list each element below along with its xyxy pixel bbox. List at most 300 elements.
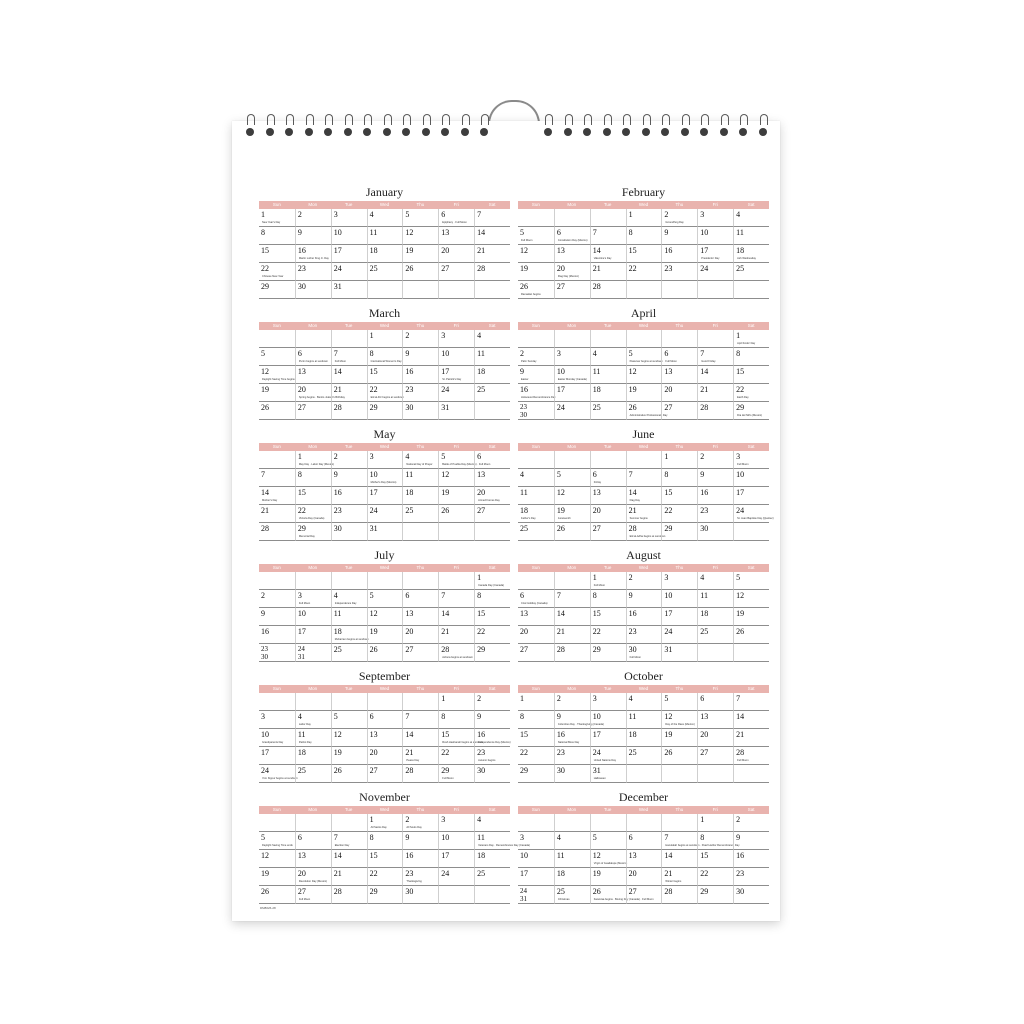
- empty-cell: [554, 330, 590, 348]
- day-cell: [402, 850, 438, 868]
- holiday-note: Summer begins: [629, 517, 648, 521]
- spiral-binding: [232, 104, 780, 140]
- day-cell: [259, 626, 295, 644]
- holiday-note: Daylight Saving Time ends: [262, 844, 293, 848]
- day-number: 18: [405, 488, 414, 497]
- day-number: 24: [664, 627, 673, 636]
- day-number: 21: [261, 506, 269, 515]
- day-cell: [626, 693, 662, 711]
- day-cell: [367, 729, 403, 747]
- holiday-note: Hanukkah begins at sundown · Pearl Harbor Remembrance Day: [665, 844, 740, 848]
- day-number: 11: [297, 730, 306, 739]
- holiday-note: Easter: [521, 378, 529, 382]
- empty-cell: [518, 572, 554, 590]
- day-number: 28: [477, 264, 486, 273]
- day-cell: [259, 832, 295, 850]
- month-july: [259, 546, 510, 662]
- day-number: 19: [664, 730, 673, 739]
- day-number: 23: [405, 385, 414, 394]
- day-cell: [554, 245, 590, 263]
- day-number: 27: [592, 524, 601, 533]
- day-cell: [697, 886, 733, 904]
- day-number: 7: [405, 712, 410, 721]
- day-number: 7: [261, 470, 265, 479]
- weekday-label: Fri: [453, 202, 459, 207]
- binding-ring: [720, 114, 729, 136]
- day-cell: [438, 505, 474, 523]
- day-cell: [626, 245, 662, 263]
- empty-cell: [733, 281, 769, 299]
- day-number: 26: [261, 403, 269, 412]
- day-number: 23: [736, 869, 745, 878]
- day-cell: [438, 366, 474, 384]
- month-title: October: [624, 669, 663, 683]
- weekday-label: Tue: [603, 565, 612, 570]
- day-cell: [733, 384, 769, 402]
- day-number: 23: [664, 264, 673, 273]
- holiday-note: Veterans Day · Remembrance Day (Canada): [478, 844, 530, 848]
- holiday-note: Full Moon: [298, 898, 311, 902]
- weekday-label: Fri: [453, 807, 459, 812]
- empty-cell: [733, 523, 769, 541]
- day-number: 9: [700, 470, 705, 479]
- day-number: 28: [592, 282, 601, 291]
- day-number: 1: [700, 815, 705, 824]
- day-cell: [259, 209, 295, 227]
- day-cell: [661, 626, 697, 644]
- day-cell: [259, 523, 295, 541]
- month-grid: [259, 572, 510, 662]
- day-cell: [697, 572, 733, 590]
- holiday-note: Ash Wednesday: [737, 257, 756, 261]
- empty-cell: [733, 765, 769, 783]
- day-cell: [295, 765, 331, 783]
- weekday-label: Wed: [379, 323, 390, 328]
- day-cell: [367, 209, 403, 227]
- day-number: 6: [664, 349, 669, 358]
- month-title: May: [373, 427, 396, 441]
- day-cell: [554, 227, 590, 245]
- day-number: 28: [556, 645, 565, 654]
- day-number: 29: [477, 645, 486, 654]
- empty-cell: [402, 693, 438, 711]
- empty-cell: [259, 814, 295, 832]
- day-number: 21: [664, 869, 673, 878]
- day-cell: [474, 765, 510, 783]
- empty-cell: [474, 886, 510, 904]
- day-cell: [697, 366, 733, 384]
- weekday-label: Wed: [638, 565, 649, 570]
- empty-cell: [626, 765, 662, 783]
- day-cell: [697, 487, 733, 505]
- empty-cell: [590, 451, 626, 469]
- day-number: 19: [441, 488, 450, 497]
- day-number: 28: [261, 524, 269, 533]
- day-number: 20: [520, 627, 528, 636]
- weekday-label: Mon: [308, 202, 318, 207]
- day-number: 19: [405, 246, 414, 255]
- day-cell: [295, 729, 331, 747]
- day-cell: [438, 487, 474, 505]
- day-number: 21: [628, 506, 637, 515]
- empty-cell: [661, 281, 697, 299]
- day-cell: [367, 384, 403, 402]
- day-cell: [474, 868, 510, 886]
- day-cell: [367, 330, 403, 348]
- day-cell: [518, 850, 554, 868]
- day-cell: [402, 263, 438, 281]
- day-cell: [259, 747, 295, 765]
- day-number: 25: [736, 264, 745, 273]
- day-cell: [331, 886, 367, 904]
- day-cell: [554, 487, 590, 505]
- day-number: 18: [477, 851, 486, 860]
- binding-ring: [564, 114, 573, 136]
- day-cell: [295, 281, 331, 299]
- weekday-label: Wed: [379, 686, 390, 691]
- day-number: 1: [261, 210, 265, 219]
- day-number: 1: [520, 694, 524, 703]
- day-number: 30: [405, 887, 414, 896]
- day-cell: [554, 505, 590, 523]
- day-number: 19: [556, 506, 565, 515]
- holiday-note: Grandparents Day: [262, 741, 284, 745]
- day-cell: [661, 693, 697, 711]
- day-number: 1: [369, 331, 374, 340]
- day-number: 10: [700, 228, 709, 237]
- day-number: 2: [405, 331, 410, 340]
- day-number: 26: [441, 506, 450, 515]
- day-number: 10: [369, 470, 378, 479]
- day-number: 7: [441, 591, 446, 600]
- empty-cell: [438, 886, 474, 904]
- weekday-label: Sat: [747, 323, 755, 328]
- day-number: 21: [441, 627, 450, 636]
- empty-cell: [438, 572, 474, 590]
- weekday-label: Sat: [747, 686, 755, 691]
- weekday-label: Sun: [272, 323, 281, 328]
- day-cell: [626, 886, 662, 904]
- day-number: 27: [664, 403, 673, 412]
- holiday-note: Martin Luther King Jr. Day: [298, 257, 329, 261]
- month-august: [518, 546, 769, 662]
- day-cell: [438, 850, 474, 868]
- day-number: 13: [405, 609, 414, 618]
- day-number: 21: [405, 748, 414, 757]
- day-cell: [590, 245, 626, 263]
- day-number: 1: [592, 573, 597, 582]
- day-number: 5: [405, 210, 410, 219]
- holiday-note: Palm Sunday: [521, 360, 537, 364]
- day-cell: [554, 608, 590, 626]
- day-number: 29: [736, 403, 745, 412]
- binding-ring: [642, 114, 651, 136]
- day-number: 27: [369, 766, 378, 775]
- day-cell: [295, 402, 331, 420]
- day-cell: [402, 505, 438, 523]
- day-cell: [367, 747, 403, 765]
- day-number: 1: [664, 452, 669, 461]
- day-number: 16: [628, 609, 637, 618]
- day-cell: [626, 850, 662, 868]
- day-cell: [402, 245, 438, 263]
- holiday-note: Juneteenth: [557, 517, 571, 521]
- day-number: 17: [261, 748, 269, 757]
- day-number: 28: [628, 524, 637, 533]
- day-cell: [367, 366, 403, 384]
- day-number: 24 31: [520, 887, 527, 903]
- day-number: 9: [261, 609, 265, 618]
- day-cell: [331, 644, 367, 662]
- day-number: 7: [664, 833, 669, 842]
- month-grid: [518, 572, 769, 662]
- day-cell: [259, 263, 295, 281]
- day-number: 23: [297, 264, 306, 273]
- weekday-label: Thu: [675, 807, 684, 812]
- day-cell: [733, 832, 769, 850]
- holiday-note: Administrative Professionals Day: [629, 414, 668, 418]
- day-number: 9: [405, 833, 410, 842]
- day-cell: [661, 366, 697, 384]
- holiday-note: Memorial Day: [298, 535, 315, 539]
- empty-cell: [331, 330, 367, 348]
- weekday-label: Thu: [675, 565, 684, 570]
- day-number: 4: [297, 712, 302, 721]
- day-number: 1: [369, 815, 374, 824]
- day-cell: [590, 608, 626, 626]
- day-cell: [474, 348, 510, 366]
- empty-cell: [626, 281, 662, 299]
- day-cell: [590, 644, 626, 662]
- day-cell: [474, 644, 510, 662]
- day-cell: [474, 832, 530, 850]
- day-cell: [661, 886, 697, 904]
- day-number: 12: [628, 367, 637, 376]
- day-cell: [733, 693, 769, 711]
- month-february: [518, 183, 769, 299]
- day-cell: [295, 487, 331, 505]
- weekday-label: Mon: [308, 807, 318, 812]
- empty-cell: [402, 572, 438, 590]
- weekday-header: [259, 201, 510, 209]
- day-cell: [661, 209, 697, 227]
- day-cell: [438, 451, 491, 469]
- day-number: 11: [556, 851, 565, 860]
- day-cell: [518, 263, 554, 281]
- day-number: 17: [592, 730, 601, 739]
- weekday-label: Sat: [488, 807, 496, 812]
- day-number: 29: [664, 524, 673, 533]
- day-number: 6: [369, 712, 374, 721]
- day-cell: [402, 330, 438, 348]
- day-number: 13: [556, 246, 565, 255]
- empty-cell: [518, 451, 554, 469]
- weekday-label: Mon: [567, 444, 577, 449]
- day-number: 16: [664, 246, 673, 255]
- day-number: 6: [520, 591, 524, 600]
- holiday-note: Full Moon: [737, 759, 749, 763]
- weekday-label: Sun: [272, 686, 281, 691]
- day-cell: [259, 729, 295, 747]
- empty-cell: [697, 644, 733, 662]
- day-number: 11: [477, 833, 485, 842]
- month-june: [518, 425, 774, 541]
- weekday-label: Mon: [308, 444, 318, 449]
- weekday-label: Mon: [308, 686, 318, 691]
- empty-cell: [661, 765, 697, 783]
- day-cell: [474, 227, 510, 245]
- day-cell: [295, 469, 331, 487]
- holiday-note: April Fools' Day: [737, 342, 756, 346]
- day-number: 9: [405, 349, 410, 358]
- day-cell: [367, 644, 403, 662]
- holiday-note: Civic Holiday (Canada): [521, 602, 548, 606]
- empty-cell: [295, 330, 331, 348]
- day-cell: [438, 245, 474, 263]
- day-cell: [661, 227, 697, 245]
- day-cell: [438, 608, 474, 626]
- binding-ring: [305, 114, 314, 136]
- day-number: 26: [592, 887, 601, 896]
- holiday-note: Full Moon: [442, 777, 454, 781]
- day-cell: [474, 626, 510, 644]
- day-cell: [402, 469, 438, 487]
- day-number: 11: [520, 488, 528, 497]
- day-cell: [661, 608, 697, 626]
- day-cell: [259, 245, 295, 263]
- day-number: 6: [441, 210, 446, 219]
- day-cell: [554, 747, 590, 765]
- weekday-label: Thu: [675, 202, 684, 207]
- weekday-label: Mon: [567, 202, 577, 207]
- day-number: 29: [520, 766, 528, 775]
- weekday-header: [259, 685, 510, 693]
- binding-ring: [324, 114, 333, 136]
- day-cell: [733, 886, 769, 904]
- day-cell: [402, 608, 438, 626]
- holiday-note: Victoria Day (Canada): [298, 517, 325, 521]
- day-number: 12: [592, 851, 601, 860]
- empty-cell: [626, 451, 662, 469]
- holiday-note: Groundhog Day: [665, 221, 684, 225]
- day-number: 4: [477, 815, 482, 824]
- empty-cell: [331, 814, 367, 832]
- day-number: 26: [736, 627, 745, 636]
- day-number: 20: [297, 869, 306, 878]
- day-number: 26: [628, 403, 637, 412]
- day-cell: [331, 402, 367, 420]
- day-number: 19: [261, 385, 269, 394]
- weekday-label: Mon: [567, 323, 577, 328]
- day-cell: [518, 711, 554, 729]
- weekday-label: Tue: [344, 202, 353, 207]
- day-cell: [661, 245, 697, 263]
- holiday-note: Eid al-Fitr begins at sundown: [370, 396, 405, 400]
- day-cell: [697, 608, 733, 626]
- weekday-label: Tue: [603, 323, 612, 328]
- day-cell: [733, 850, 769, 868]
- holiday-note: Virgin of Guadalupe (Mexico): [593, 862, 628, 866]
- empty-cell: [438, 523, 474, 541]
- day-number: 8: [297, 470, 302, 479]
- day-cell: [554, 469, 590, 487]
- day-cell: [697, 693, 733, 711]
- day-cell: [331, 711, 367, 729]
- day-number: 22: [477, 627, 486, 636]
- day-cell: [554, 384, 590, 402]
- day-number: 28: [405, 766, 414, 775]
- weekday-label: Tue: [603, 444, 612, 449]
- day-number: 5: [441, 452, 446, 461]
- day-number: 7: [333, 833, 338, 842]
- weekday-label: Fri: [712, 202, 718, 207]
- empty-cell: [554, 451, 590, 469]
- day-cell: [626, 729, 662, 747]
- day-number: 28: [664, 887, 673, 896]
- day-number: 12: [736, 591, 745, 600]
- day-cell: [367, 850, 403, 868]
- day-number: 31: [592, 766, 601, 775]
- holiday-note: Independence Day (Mexico): [478, 741, 511, 745]
- day-cell: [259, 227, 295, 245]
- holiday-note: Winter begins: [665, 880, 682, 884]
- day-cell: [733, 402, 769, 420]
- day-number: 15: [369, 367, 378, 376]
- month-title: June: [632, 427, 655, 441]
- day-number: 18: [736, 246, 745, 255]
- day-cell: [626, 384, 662, 402]
- day-cell: [259, 886, 295, 904]
- day-cell: [518, 366, 554, 384]
- day-cell: [295, 644, 331, 662]
- day-number: 10: [592, 712, 601, 721]
- day-cell: [474, 608, 510, 626]
- day-number: 2: [736, 815, 741, 824]
- day-number: 9: [664, 228, 669, 237]
- holiday-note: Election Day: [334, 844, 350, 848]
- day-number: 22: [297, 506, 306, 515]
- day-number: 26: [261, 887, 269, 896]
- day-number: 6: [477, 452, 482, 461]
- day-number: 26: [405, 264, 414, 273]
- weekday-header: [518, 685, 769, 693]
- day-cell: [474, 850, 510, 868]
- day-number: 26: [664, 748, 673, 757]
- day-cell: [661, 505, 697, 523]
- day-cell: [590, 366, 626, 384]
- day-cell: [733, 729, 769, 747]
- day-number: 11: [628, 712, 637, 721]
- day-number: 17: [664, 609, 673, 618]
- holiday-note: Peace Day: [406, 759, 420, 763]
- day-number: 28: [333, 887, 342, 896]
- day-number: 23: [556, 748, 565, 757]
- weekday-label: Tue: [344, 444, 353, 449]
- weekday-label: Sun: [531, 565, 540, 570]
- day-number: 2: [628, 573, 633, 582]
- day-number: 27: [477, 506, 486, 515]
- day-number: 21: [477, 246, 486, 255]
- day-cell: [590, 348, 626, 366]
- day-cell: [331, 245, 367, 263]
- empty-cell: [295, 814, 331, 832]
- day-number: 31: [333, 282, 342, 291]
- day-cell: [367, 868, 403, 886]
- day-cell: [331, 469, 367, 487]
- day-number: 29: [592, 645, 601, 654]
- binding-ring: [700, 114, 709, 136]
- day-cell: [697, 868, 733, 886]
